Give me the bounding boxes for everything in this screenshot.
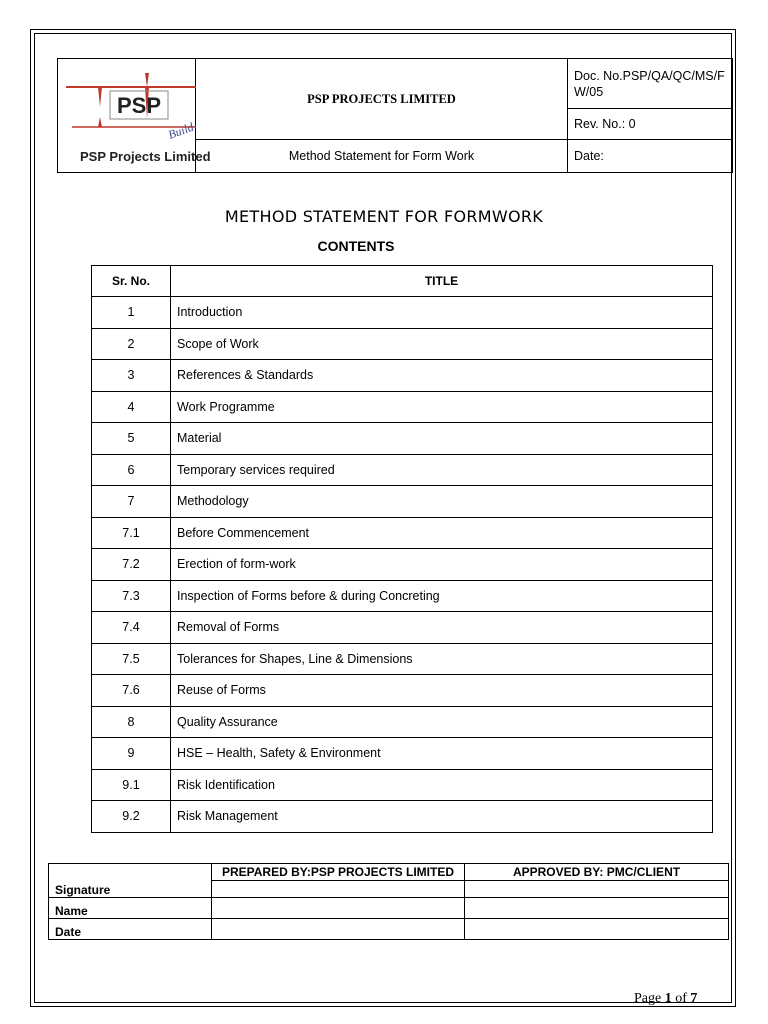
approved-signature-field[interactable]	[465, 881, 729, 898]
approved-name-field[interactable]	[465, 898, 729, 919]
logo-text: PSP	[116, 93, 162, 118]
logo-cell	[58, 59, 211, 173]
row-number: 7.3	[92, 580, 171, 612]
page-total: 7	[690, 991, 698, 1006]
document-subtitle: Method Statement for Form Work	[196, 140, 568, 173]
row-number: 4	[92, 391, 171, 423]
signature-label: Signature	[49, 864, 212, 898]
row-number: 7.5	[92, 643, 171, 675]
row-title: Risk Identification	[171, 769, 713, 801]
page-number	[634, 991, 697, 1007]
contents-header-row	[92, 266, 713, 297]
approved-by-header: APPROVED BY: PMC/CLIENT	[465, 864, 729, 881]
name-label: Name	[49, 898, 212, 919]
row-title: Work Programme	[171, 391, 713, 423]
row-number: 7.1	[92, 517, 171, 549]
row-title: Risk Management	[171, 801, 713, 833]
row-title: Tolerances for Shapes, Line & Dimensions	[171, 643, 713, 675]
doc-date: Date:	[568, 140, 733, 173]
row-title: Temporary services required	[171, 454, 713, 486]
page-title: METHOD STATEMENT FOR FORMWORK	[224, 207, 544, 226]
company-name: PSP PROJECTS LIMITED	[196, 59, 568, 140]
row-number: 9.2	[92, 801, 171, 833]
table-row	[92, 738, 713, 770]
row-number: 7.2	[92, 549, 171, 581]
table-row	[92, 580, 713, 612]
row-title: Before Commencement	[171, 517, 713, 549]
row-title: Removal of Forms	[171, 612, 713, 644]
table-row	[92, 706, 713, 738]
table-row	[92, 454, 713, 486]
table-row	[92, 801, 713, 833]
row-number: 8	[92, 706, 171, 738]
contents-heading: CONTENTS	[317, 238, 395, 254]
row-number: 2	[92, 328, 171, 360]
row-number: 1	[92, 297, 171, 329]
contents-table	[91, 265, 713, 833]
prepared-name-field[interactable]	[212, 898, 465, 919]
prepared-signature-field[interactable]	[212, 881, 465, 898]
row-number: 5	[92, 423, 171, 455]
row-title: HSE – Health, Safety & Environment	[171, 738, 713, 770]
logo-tagline: Build	[166, 119, 196, 142]
logo-caption: PSP Projects Limited	[80, 149, 211, 164]
prepared-date-field[interactable]	[212, 919, 465, 940]
row-number: 9.1	[92, 769, 171, 801]
date-label: Date	[49, 919, 212, 940]
row-title: Erection of form-work	[171, 549, 713, 581]
table-row	[92, 328, 713, 360]
table-row	[92, 391, 713, 423]
prepared-by-header: PREPARED BY:PSP PROJECTS LIMITED	[212, 864, 465, 881]
doc-number: Doc. No.PSP/QA/QC/MS/FW/05	[568, 59, 733, 109]
table-row	[92, 675, 713, 707]
row-title: Scope of Work	[171, 328, 713, 360]
page-current: 1	[664, 991, 672, 1006]
table-row	[92, 360, 713, 392]
row-number: 6	[92, 454, 171, 486]
row-number: 9	[92, 738, 171, 770]
column-header-title: TITLE	[171, 266, 713, 297]
row-title: References & Standards	[171, 360, 713, 392]
row-title: Introduction	[171, 297, 713, 329]
row-title: Methodology	[171, 486, 713, 518]
table-row	[92, 643, 713, 675]
row-number: 7.4	[92, 612, 171, 644]
row-number: 7	[92, 486, 171, 518]
table-row	[92, 297, 713, 329]
row-title: Material	[171, 423, 713, 455]
column-header-number: Sr. No.	[92, 266, 171, 297]
table-row	[92, 769, 713, 801]
page-of: of	[675, 991, 687, 1006]
signoff-table	[48, 863, 729, 940]
table-row	[92, 517, 713, 549]
row-number: 3	[92, 360, 171, 392]
approved-date-field[interactable]	[465, 919, 729, 940]
revision-number: Rev. No.: 0	[568, 109, 733, 140]
row-title: Quality Assurance	[171, 706, 713, 738]
row-title: Reuse of Forms	[171, 675, 713, 707]
page-label: Page	[634, 991, 662, 1006]
row-number: 7.6	[92, 675, 171, 707]
table-row	[92, 612, 713, 644]
table-row	[92, 486, 713, 518]
company-logo	[58, 59, 211, 173]
document-header	[57, 58, 733, 173]
table-row	[92, 549, 713, 581]
row-title: Inspection of Forms before & during Concreting	[171, 580, 713, 612]
table-row	[92, 423, 713, 455]
